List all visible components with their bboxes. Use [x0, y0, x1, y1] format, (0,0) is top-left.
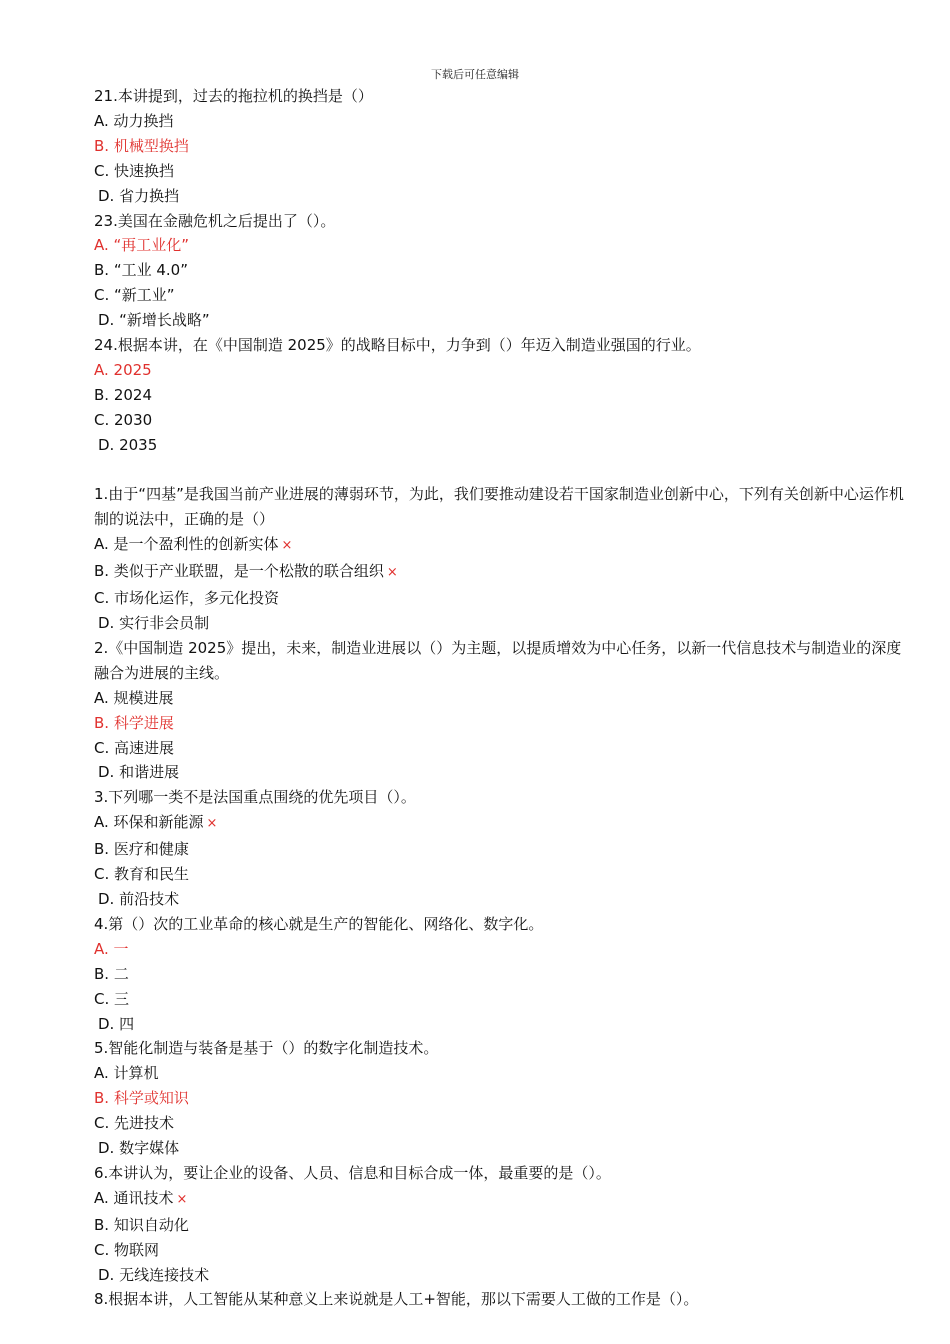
answer-option: [94, 1012, 906, 1037]
option-text: B. 知识自动化: [94, 1215, 189, 1234]
question-stem: 1.由于“四基”是我国当前产业进展的薄弱环节，为此，我们要推动建设若干国家制造业创新中心，下列有关创新中心运作机制的说法中，正确的是（）: [94, 485, 904, 529]
option-text: D. 前沿技术: [98, 889, 180, 908]
option-text: A. 通讯技术: [94, 1188, 174, 1207]
option-text: D. 无线连接技术: [98, 1265, 210, 1284]
option-text: C. 2030: [94, 410, 153, 429]
option-text: A. 环保和新能源: [94, 813, 204, 832]
option-text: D. 和谐进展: [98, 763, 180, 782]
option-text: C. 高速进展: [94, 738, 175, 757]
option-text: B. 科学或知识: [94, 1089, 189, 1108]
answer-option: [94, 837, 906, 862]
wrong-mark-icon: ×: [206, 816, 218, 832]
option-text: B. 2024: [94, 385, 153, 404]
answer-option: [94, 184, 906, 209]
answer-option-wrong: [94, 532, 906, 559]
option-text: A. 动力换挡: [94, 111, 174, 130]
answer-option: [94, 408, 906, 433]
option-text: D. 2035: [98, 435, 158, 454]
question-item: [94, 333, 906, 458]
answer-option: [94, 611, 906, 636]
option-text: A. 2025: [94, 360, 152, 379]
answer-option: [94, 159, 906, 184]
answer-option-correct: [94, 134, 906, 159]
option-text: C. “新工业”: [94, 286, 175, 305]
answer-option-wrong: [94, 559, 906, 586]
answer-option-correct: [94, 711, 906, 736]
question-item: [94, 636, 906, 785]
option-text: A. 一: [94, 939, 129, 958]
question-item: [94, 1036, 906, 1161]
answer-option: [94, 1263, 906, 1288]
question-stem: 21.本讲提到，过去的拖拉机的换挡是（）: [94, 87, 373, 105]
option-text: C. 先进技术: [94, 1114, 175, 1133]
question-item: [94, 785, 906, 912]
question-item: [94, 209, 906, 334]
answer-option: [94, 686, 906, 711]
question-item: [94, 912, 906, 1037]
option-text: B. “工业 4.0”: [94, 261, 188, 280]
option-text: C. 市场化运作，多元化投资: [94, 589, 280, 608]
answer-option-wrong: [94, 1186, 906, 1213]
question-item: [94, 1287, 906, 1312]
option-text: C. 教育和民生: [94, 865, 190, 884]
answer-option: [94, 1213, 906, 1238]
wrong-mark-icon: ×: [176, 1191, 188, 1207]
option-text: B. 科学进展: [94, 713, 174, 732]
answer-option: [94, 433, 906, 458]
option-text: D. 四: [98, 1014, 135, 1033]
answer-option: [94, 1136, 906, 1161]
question-stem: 23.美国在金融危机之后提出了（）。: [94, 211, 336, 230]
question-item: [94, 482, 906, 635]
answer-option-wrong: [94, 810, 906, 837]
answer-option: [94, 736, 906, 761]
answer-option: [94, 862, 906, 887]
answer-option: [94, 109, 906, 134]
option-text: D. “新增长战略”: [98, 311, 210, 330]
question-section-2: [94, 482, 906, 1312]
option-text: C. 三: [94, 989, 130, 1008]
question-stem: 24.根据本讲，在《中国制造 2025》的战略目标中，力争到（）年迈入制造业强国的行业。: [94, 336, 701, 355]
option-text: C. 物联网: [94, 1240, 160, 1259]
answer-option: [94, 887, 906, 912]
question-item: [94, 84, 906, 209]
question-stem: 3.下列哪一类不是法国重点围绕的优先项目（）。: [94, 788, 416, 807]
option-text: B. 二: [94, 964, 129, 983]
answer-option: [94, 962, 906, 987]
answer-option: [94, 1061, 906, 1086]
answer-option: [94, 760, 906, 785]
wrong-mark-icon: ×: [281, 538, 293, 554]
answer-option: [94, 1238, 906, 1263]
answer-option: [94, 308, 906, 333]
option-text: A. 是一个盈利性的创新实体: [94, 535, 279, 554]
question-stem: 4.第（）次的工业革命的核心就是生产的智能化、网络化、数字化。: [94, 914, 544, 933]
answer-option-correct: [94, 937, 906, 962]
option-text: A. 规模进展: [94, 688, 174, 707]
page-header: 下载后可任意编辑: [431, 68, 519, 81]
answer-option: [94, 1111, 906, 1136]
answer-option-correct: [94, 358, 906, 383]
option-text: B. 医疗和健康: [94, 840, 189, 859]
wrong-mark-icon: ×: [386, 565, 398, 581]
answer-option: [94, 258, 906, 283]
answer-option: [94, 987, 906, 1012]
question-stem: 5.智能化制造与装备是基于（）的数字化制造技术。: [94, 1039, 439, 1058]
answer-option: [94, 283, 906, 308]
option-text: D. 实行非会员制: [98, 614, 210, 633]
question-list: [94, 84, 906, 1312]
question-item: [94, 1161, 906, 1288]
question-stem: 8.根据本讲，人工智能从某种意义上来说就是人工+智能，那以下需要人工做的工作是（）。: [94, 1290, 699, 1309]
option-text: D. 数字媒体: [98, 1139, 180, 1158]
option-text: B. 类似于产业联盟，是一个松散的联合组织: [94, 562, 384, 581]
answer-option-correct: [94, 233, 906, 258]
option-text: A. 计算机: [94, 1064, 159, 1083]
answer-option-correct: [94, 1086, 906, 1111]
question-section-1: [94, 84, 906, 458]
option-text: C. 快速换挡: [94, 161, 175, 180]
question-stem: 2.《中国制造 2025》提出，未来，制造业进展以（）为主题，以提质增效为中心任务，以新一代信息技术与制造业的深度融合为进展的主线。: [94, 638, 902, 682]
answer-option: [94, 586, 906, 611]
section-gap: [94, 458, 906, 483]
question-stem: 6.本讲认为，要让企业的设备、人员、信息和目标合成一体，最重要的是（）。: [94, 1163, 611, 1182]
answer-option: [94, 383, 906, 408]
option-text: D. 省力换挡: [98, 186, 180, 205]
option-text: A. “再工业化”: [94, 236, 190, 255]
option-text: B. 机械型换挡: [94, 136, 189, 155]
